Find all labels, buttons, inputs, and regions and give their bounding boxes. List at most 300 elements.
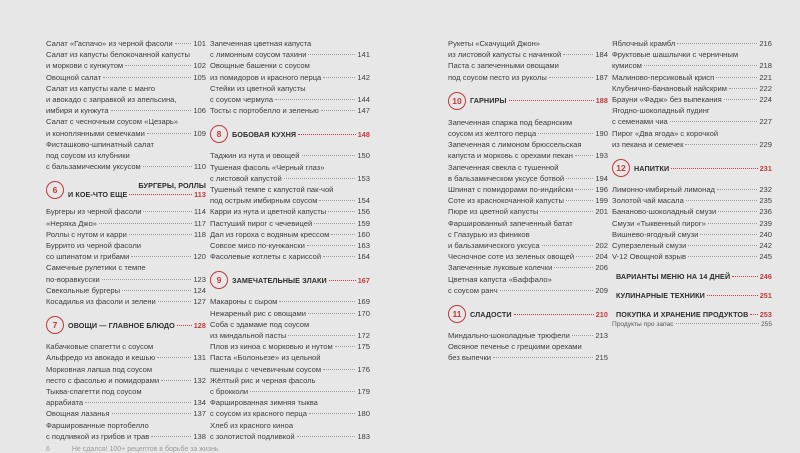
leader-dots bbox=[671, 168, 757, 169]
entry-page-number: 123 bbox=[193, 274, 206, 284]
leader-dots bbox=[707, 295, 758, 296]
toc-entry bbox=[46, 262, 206, 284]
toc-entry bbox=[210, 38, 370, 60]
entry-page-number: 101 bbox=[193, 39, 206, 48]
entry-title-line: соусом из желтого перца bbox=[448, 129, 537, 139]
toc-entry bbox=[210, 375, 370, 397]
entry-page-number: 120 bbox=[193, 252, 206, 262]
entry-title-line: Рукеты «Скачущий Джон» bbox=[448, 39, 540, 48]
leader-dots bbox=[319, 200, 355, 201]
entry-title-line: под соусом песто из руколы bbox=[448, 72, 547, 82]
section-title bbox=[470, 310, 608, 319]
leader-dots bbox=[250, 391, 355, 392]
entry-page-number: 117 bbox=[193, 218, 206, 228]
entry-page-number: 183 bbox=[357, 431, 370, 441]
leader-dots bbox=[323, 369, 355, 370]
entry-title-line: Суперзеленый смузи bbox=[612, 241, 687, 251]
leader-dots bbox=[314, 223, 355, 224]
entry-page-number: 245 bbox=[759, 252, 772, 262]
section-number-badge: 11 bbox=[448, 305, 466, 323]
toc-entry bbox=[46, 83, 206, 117]
leader-dots bbox=[724, 99, 758, 100]
entry-page-number: 159 bbox=[357, 218, 370, 228]
entry-title-line: Чесночное соте из зеленых овощей bbox=[448, 252, 575, 262]
leader-dots bbox=[129, 194, 192, 195]
entry-title-line: Салат из капусты кале с манго bbox=[46, 83, 155, 93]
toc-entry bbox=[448, 262, 608, 273]
toc-entry bbox=[612, 184, 772, 195]
toc-entry bbox=[46, 341, 206, 363]
leader-dots bbox=[717, 189, 757, 190]
entry-page-number: 235 bbox=[759, 196, 772, 206]
leader-dots bbox=[112, 413, 192, 414]
leader-dots bbox=[566, 178, 593, 179]
toc-entry bbox=[448, 184, 608, 195]
entry-page-number: 242 bbox=[759, 241, 772, 251]
leader-dots bbox=[321, 110, 356, 111]
toc-entry bbox=[210, 105, 370, 116]
leader-dots bbox=[177, 325, 192, 326]
entry-title-line: Таджин из нута и овощей bbox=[210, 151, 300, 161]
section-page-number: 188 bbox=[595, 96, 608, 106]
toc-entry bbox=[210, 206, 370, 217]
section-title bbox=[470, 96, 608, 105]
toc-entry bbox=[210, 308, 370, 319]
leader-dots bbox=[328, 211, 355, 212]
leader-dots bbox=[542, 245, 594, 246]
entry-page-number: 118 bbox=[193, 229, 206, 239]
toc-entry bbox=[210, 341, 370, 352]
entry-title-line: Смузи «Тыквенный пирог» bbox=[612, 218, 706, 228]
toc-entry bbox=[210, 352, 370, 374]
entry-page-number: 240 bbox=[759, 229, 772, 239]
entry-title-line: с брокколи bbox=[210, 387, 249, 397]
leader-dots bbox=[716, 77, 757, 78]
entry-title-line: с бальзамическим уксусом bbox=[46, 162, 141, 172]
entry-title-line: и моркови с кунжутом bbox=[46, 61, 124, 71]
leader-dots bbox=[540, 211, 593, 212]
entry-title-line: из миндальной пасты bbox=[210, 331, 287, 341]
section-page-number: 210 bbox=[595, 309, 608, 319]
entry-page-number: 131 bbox=[193, 353, 206, 363]
entry-title-line: Фаршированные портобелло bbox=[46, 420, 149, 430]
entry-title-line: Тушеная фасоль «Черный глаз» bbox=[210, 162, 325, 172]
entry-title-line: Салат «Гаспачо» из черной фасоли bbox=[46, 39, 173, 48]
entry-page-number: 144 bbox=[357, 95, 370, 105]
toc-entry bbox=[210, 184, 370, 206]
leader-dots bbox=[685, 144, 757, 145]
entry-page-number: 227 bbox=[759, 117, 772, 127]
leader-dots bbox=[335, 346, 356, 347]
entry-title-line: Тосты с портобелло и зеленью bbox=[210, 106, 319, 116]
entry-page-number: 218 bbox=[759, 61, 772, 71]
toc-entry bbox=[612, 218, 772, 229]
leader-dots bbox=[700, 234, 757, 235]
leader-dots bbox=[158, 301, 192, 302]
entry-page-number: 213 bbox=[595, 331, 608, 341]
section-title bbox=[68, 181, 206, 199]
section-title-line: БУРГЕРЫ, РОЛЛЫ bbox=[138, 181, 206, 191]
leader-dots bbox=[554, 267, 593, 268]
entry-title-line: с соусом ранч bbox=[448, 285, 498, 295]
entry-title-line: имбиря и кунжута bbox=[46, 106, 109, 116]
entry-title-line: Запеченная с лимоном брюссельская bbox=[448, 140, 582, 150]
toc-entry bbox=[46, 229, 206, 240]
section-number-badge: 7 bbox=[46, 316, 64, 334]
entry-title-line: Свекольные бургеры bbox=[46, 285, 121, 295]
toc-entry bbox=[612, 105, 772, 127]
toc-entry bbox=[448, 341, 608, 363]
entry-title-line: Шпинат с помидорами по-индийски bbox=[448, 185, 574, 195]
toc-entry bbox=[612, 206, 772, 217]
toc-entry bbox=[210, 218, 370, 229]
entry-title-line: с Глазурью из фиников bbox=[448, 229, 530, 239]
entry-title-line: Дал из гороха с водяным крессом bbox=[210, 229, 330, 239]
section-number-badge: 9 bbox=[210, 271, 228, 289]
entry-title-line: Тыква-спагетти под соусом bbox=[46, 387, 142, 397]
section-page-number: 167 bbox=[357, 275, 370, 285]
toc-entry bbox=[46, 408, 206, 419]
leader-dots bbox=[549, 77, 593, 78]
entry-page-number: 163 bbox=[357, 241, 370, 251]
leader-dots bbox=[161, 380, 191, 381]
leader-dots bbox=[157, 357, 191, 358]
entry-title-line: с золотистой подливкой bbox=[210, 431, 295, 441]
entry-title-line: песто с фасолью и помидорами bbox=[46, 375, 160, 385]
leader-dots bbox=[514, 314, 594, 315]
section-title bbox=[616, 310, 772, 319]
entry-title-line: Бананово-шоколадный смузи bbox=[612, 207, 717, 217]
entry-page-number: 229 bbox=[759, 139, 772, 149]
toc-entry bbox=[448, 117, 608, 139]
entry-page-number: 232 bbox=[759, 185, 772, 195]
entry-page-number: 132 bbox=[193, 375, 206, 385]
leader-dots bbox=[538, 133, 593, 134]
leader-dots bbox=[85, 402, 191, 403]
entry-title-line: капуста и морковь с орехами пекан bbox=[448, 151, 573, 161]
entry-page-number: 170 bbox=[357, 308, 370, 318]
appendix-heading bbox=[612, 310, 772, 319]
entry-title-line: Фисташково-шпинатный салат bbox=[46, 139, 155, 149]
entry-title-line: Цветная капуста «Баффало» bbox=[448, 274, 552, 284]
entry-page-number: 202 bbox=[595, 241, 608, 251]
toc-entry bbox=[448, 162, 608, 184]
leader-dots bbox=[308, 313, 355, 314]
toc-entry bbox=[612, 38, 772, 49]
entry-page-number: 137 bbox=[193, 409, 206, 419]
entry-page-number: 147 bbox=[357, 106, 370, 116]
entry-title-line: Макароны с сыром bbox=[210, 297, 278, 307]
toc-entry bbox=[210, 150, 370, 161]
entry-title-line: Пюре из цветной капусты bbox=[448, 207, 539, 217]
leader-dots bbox=[275, 99, 355, 100]
entry-title-line: Пастуший пирог с чечевицей bbox=[210, 218, 313, 228]
toc-entry bbox=[448, 330, 608, 341]
toc-entry bbox=[210, 83, 370, 105]
entry-title-line: Нежареный рис с овощами bbox=[210, 308, 306, 318]
entry-page-number: 164 bbox=[357, 252, 370, 262]
toc-entry bbox=[46, 218, 206, 229]
entry-title-line: с семенами чиа bbox=[612, 117, 668, 127]
entry-title-line: Салат с чесночным соусом «Цезарь» bbox=[46, 117, 179, 127]
toc-entry bbox=[448, 139, 608, 161]
entry-title-line: Совсое мисо по-кунжански bbox=[210, 241, 305, 251]
entry-page-number: 150 bbox=[357, 151, 370, 161]
entry-title-line: Фаршированный запеченный батат bbox=[448, 218, 573, 228]
leader-dots bbox=[670, 121, 758, 122]
leader-dots bbox=[288, 335, 355, 336]
footer-page-number: 6 bbox=[46, 446, 50, 453]
entry-title-line: Лимонно-имбирный лимонад bbox=[612, 185, 715, 195]
toc-entry bbox=[46, 364, 206, 386]
entry-page-number: 160 bbox=[357, 229, 370, 239]
section-title-line: ПОКУПКА И ХРАНЕНИЕ ПРОДУКТОВ bbox=[616, 310, 749, 320]
entry-title-line: с листовой капустой bbox=[210, 173, 282, 183]
entry-title-line: Соба с эдамаме под соусом bbox=[210, 319, 310, 329]
entry-page-number: 102 bbox=[193, 61, 206, 71]
section-page-number: 253 bbox=[759, 310, 772, 320]
toc-entry bbox=[46, 116, 206, 138]
toc-column-1 bbox=[46, 38, 206, 442]
leader-dots bbox=[103, 77, 191, 78]
entry-title-line: Овсяное печенье с грецкими орехами bbox=[448, 342, 582, 352]
toc-entry bbox=[46, 38, 206, 49]
entry-title-line: под острым имбирным соусом bbox=[210, 196, 318, 206]
section-title-line: ГАРНИРЫ bbox=[470, 96, 507, 106]
entry-page-number: 169 bbox=[357, 297, 370, 307]
toc-entry bbox=[46, 206, 206, 217]
entry-page-number: 180 bbox=[357, 409, 370, 419]
toc-entry bbox=[612, 72, 772, 83]
entry-title-line: Соте из краснокочанной капусты bbox=[448, 196, 564, 206]
toc-entry bbox=[210, 162, 370, 184]
entry-page-number: 187 bbox=[595, 72, 608, 82]
section-heading bbox=[210, 125, 370, 143]
entry-title-line: Паста «Болоньезе» из цельной bbox=[210, 353, 321, 363]
toc-entry bbox=[448, 60, 608, 82]
entry-title-line: с соусом из красного перца bbox=[210, 409, 307, 419]
entry-page-number: 153 bbox=[357, 173, 370, 183]
section-title-line: НАПИТКИ bbox=[634, 163, 670, 173]
leader-dots bbox=[677, 43, 757, 44]
entry-title-line: кумисом bbox=[612, 61, 642, 71]
entry-title-line: Альфредо из авокадо и кешью bbox=[46, 353, 156, 363]
entry-title-line: Стейки из цветной капусты bbox=[210, 83, 306, 93]
entry-title-line: Карри из нута и цветной капусты bbox=[210, 207, 327, 217]
entry-title-line: Пирог «Два ягода» с корочкой bbox=[612, 128, 719, 138]
entry-title-line: Косадилья из фасоли и зелени bbox=[46, 297, 156, 307]
toc-entry bbox=[46, 420, 206, 442]
toc-entry bbox=[46, 49, 206, 71]
section-title bbox=[232, 276, 370, 285]
toc-entry bbox=[210, 240, 370, 251]
entry-title-line: Брауни «Фадж» без выпекания bbox=[612, 95, 722, 105]
section-page-number: 148 bbox=[357, 129, 370, 139]
leader-dots bbox=[688, 245, 757, 246]
entry-page-number: 255 bbox=[760, 321, 772, 329]
entry-title-line: Золотой чай масала bbox=[612, 196, 684, 206]
entry-title-line: Вишнево-ягодный смузи bbox=[612, 229, 699, 239]
entry-title-line: Фруктовые шашлычки с черничным bbox=[612, 50, 739, 60]
toc-entry bbox=[46, 296, 206, 307]
entry-title-line: Морковная лапша под соусом bbox=[46, 364, 153, 374]
toc-entry bbox=[210, 420, 370, 442]
leader-dots bbox=[566, 200, 593, 201]
leader-dots bbox=[147, 133, 192, 134]
entry-title-line: Паста с запеченными овощами bbox=[448, 61, 559, 71]
entry-title-line: Продукты про запас bbox=[612, 321, 674, 329]
entry-title-line: и авокадо с заправкой из апельсина, bbox=[46, 95, 177, 105]
leader-dots bbox=[175, 43, 192, 44]
section-title bbox=[634, 164, 772, 173]
entry-title-line: Тушеный темпе с капустой пак-чой bbox=[210, 185, 334, 195]
entry-title-line: Буррито из черной фасоли bbox=[46, 241, 142, 251]
leader-dots bbox=[297, 436, 356, 437]
section-number-badge: 6 bbox=[46, 181, 64, 199]
section-page-number: 246 bbox=[759, 272, 772, 282]
toc-column-2 bbox=[210, 38, 370, 442]
entry-title-line: Овощные башенки с соусом bbox=[210, 61, 310, 71]
entry-page-number: 179 bbox=[357, 387, 370, 397]
entry-title-line: Яблочный крамбл bbox=[612, 39, 676, 48]
section-title-line: СЛАДОСТИ bbox=[470, 309, 512, 319]
section-page-number: 251 bbox=[759, 291, 772, 301]
entry-title-line: Фаршированная зимняя тыква bbox=[210, 398, 318, 408]
toc-column-4 bbox=[612, 38, 772, 331]
page-footer bbox=[46, 446, 219, 453]
entry-title-line: V-12 Овощной взрыв bbox=[612, 252, 686, 262]
leader-dots bbox=[323, 256, 355, 257]
entry-page-number: 224 bbox=[759, 95, 772, 105]
section-title bbox=[616, 291, 772, 300]
section-heading bbox=[46, 316, 206, 334]
entry-page-number: 239 bbox=[759, 218, 772, 228]
leader-dots bbox=[750, 314, 757, 315]
section-heading bbox=[448, 92, 608, 110]
entry-page-number: 215 bbox=[595, 353, 608, 363]
entry-page-number: 109 bbox=[193, 128, 206, 138]
entry-page-number: 154 bbox=[357, 196, 370, 206]
toc-column-3 bbox=[448, 38, 608, 364]
entry-title-line: Миндально-шоколадные трюфели bbox=[448, 331, 570, 341]
section-number-badge: 10 bbox=[448, 92, 466, 110]
toc-entry bbox=[448, 38, 608, 60]
entry-page-number: 176 bbox=[357, 364, 370, 374]
leader-dots bbox=[302, 155, 356, 156]
entry-page-number: 124 bbox=[193, 285, 206, 295]
section-title-line: ВАРИАНТЫ МЕНЮ НА 14 ДНЕЙ bbox=[616, 272, 731, 282]
entry-title-line: Салат из капусты белокочанной капусты bbox=[46, 50, 190, 60]
leader-dots bbox=[729, 88, 757, 89]
entry-page-number: 221 bbox=[759, 72, 772, 82]
toc-entry bbox=[210, 319, 370, 341]
entry-page-number: 196 bbox=[595, 185, 608, 195]
entry-page-number: 175 bbox=[357, 342, 370, 352]
leader-dots bbox=[329, 280, 356, 281]
entry-page-number: 110 bbox=[193, 162, 206, 172]
toc-entry bbox=[46, 285, 206, 296]
entry-title-line: Ягодно-шоколадный пудинг bbox=[612, 106, 710, 116]
toc-entry bbox=[448, 195, 608, 206]
entry-page-number: 236 bbox=[759, 207, 772, 217]
entry-title-line: без выпечки bbox=[448, 353, 492, 363]
leader-dots bbox=[500, 290, 594, 291]
leader-dots bbox=[708, 223, 757, 224]
entry-page-number: 193 bbox=[595, 151, 608, 161]
entry-title-line: Жёлтый рис и черная фасоль bbox=[210, 375, 316, 385]
entry-title-line: из помидоров и красного перца bbox=[210, 72, 322, 82]
entry-page-number: 201 bbox=[595, 207, 608, 217]
leader-dots bbox=[131, 256, 191, 257]
leader-dots bbox=[323, 77, 355, 78]
leader-dots bbox=[151, 436, 191, 437]
toc-entry bbox=[612, 94, 772, 105]
entry-title-line: Запеченная спаржа под беарнским bbox=[448, 117, 573, 127]
section-heading bbox=[46, 181, 206, 199]
entry-page-number: 222 bbox=[759, 83, 772, 93]
leader-dots bbox=[102, 279, 192, 280]
entry-title-line: Овощной салат bbox=[46, 72, 102, 82]
section-page-number: 113 bbox=[194, 190, 206, 200]
leader-dots bbox=[576, 256, 593, 257]
entry-title-line: Самечные рулетики с темпе bbox=[46, 263, 146, 273]
entry-title-line: Овощная лазанья bbox=[46, 409, 110, 419]
entry-title-line: Запеченная свекла с тушенной bbox=[448, 162, 559, 172]
section-title-line: БОБОВАЯ КУХНЯ bbox=[232, 129, 297, 139]
leader-dots bbox=[331, 234, 355, 235]
entry-title-line: со шпинатом и грибами bbox=[46, 252, 130, 262]
appendix-heading bbox=[612, 291, 772, 300]
leader-dots bbox=[688, 256, 757, 257]
entry-title-line: Малиново-персиковый крисп bbox=[612, 72, 715, 82]
entry-page-number: 127 bbox=[193, 297, 206, 307]
entry-title-line: Фасолевые котлеты с хариссой bbox=[210, 252, 322, 262]
entry-page-number: 216 bbox=[759, 39, 772, 48]
entry-page-number: 138 bbox=[193, 431, 206, 441]
leader-dots bbox=[572, 335, 593, 336]
appendix-heading bbox=[612, 272, 772, 281]
entry-title-line: из пекана и семечек bbox=[612, 139, 684, 149]
toc-entry bbox=[612, 319, 772, 330]
toc-entry bbox=[612, 128, 772, 150]
leader-dots bbox=[644, 65, 757, 66]
entry-title-line: Кабачковые спагетти с соусом bbox=[46, 342, 154, 352]
entry-page-number: 206 bbox=[595, 263, 608, 273]
entry-title-line: по-воравкусски bbox=[46, 274, 100, 284]
entry-page-number: 156 bbox=[357, 207, 370, 217]
toc-entry bbox=[448, 218, 608, 252]
entry-page-number: 199 bbox=[595, 196, 608, 206]
section-title-line: И КОЕ-ЧТО ЕЩЕ bbox=[68, 190, 128, 200]
leader-dots bbox=[575, 155, 593, 156]
entry-page-number: 105 bbox=[193, 72, 206, 82]
entry-title-line: из листовой капусты с начинкой bbox=[448, 50, 562, 60]
section-number-badge: 12 bbox=[612, 159, 630, 177]
toc-entry bbox=[612, 240, 772, 251]
entry-page-number: 114 bbox=[193, 207, 206, 217]
entry-title-line: пшеницы с чечевичным соусом bbox=[210, 364, 322, 374]
entry-title-line: Плов из киноа с морковью и нутом bbox=[210, 342, 333, 352]
leader-dots bbox=[111, 110, 192, 111]
section-title bbox=[68, 321, 206, 330]
leader-dots bbox=[125, 65, 191, 66]
leader-dots bbox=[307, 245, 355, 246]
toc-entry bbox=[210, 251, 370, 262]
toc-entry bbox=[612, 229, 772, 240]
section-heading bbox=[210, 271, 370, 289]
leader-dots bbox=[143, 211, 191, 212]
leader-dots bbox=[718, 211, 757, 212]
